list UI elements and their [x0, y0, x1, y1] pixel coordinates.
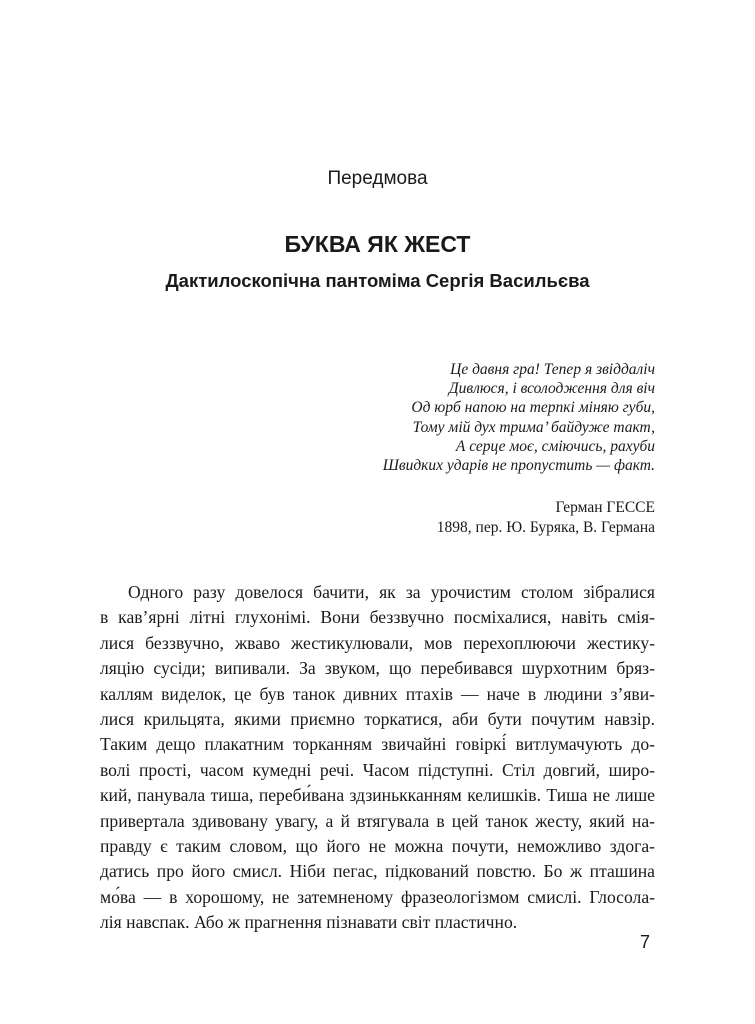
body-line: лися беззвучно, жваво жестикулювали, мов перехоплюючи жестику- [100, 632, 655, 653]
body-line: Таким дещо плакатним торканням звичайні говіркі́ витлумачують до- [100, 734, 655, 755]
poem-line: Дивлюся, і всолодження для віч [448, 380, 655, 398]
body-paragraph [100, 580, 655, 936]
chapter-title: БУКВА ЯК ЖЕСТ [284, 231, 471, 257]
poem-line: Од юрб напою на терпкі міняю губи, [411, 399, 655, 417]
body-line: волі прості, часом кумедні речі. Часом підступні. Стіл довгий, широ- [100, 759, 655, 780]
body-line: мо́ва — в хорошому, не затемненому фразеологізмом смислі. Глосола- [100, 886, 655, 907]
epigraph-source: 1898, пер. Ю. Буряка, В. Германа [436, 518, 655, 536]
body-line: каллям виделок, це був танок дивних птахів — наче в людини з’яви- [100, 683, 655, 704]
poem-line: Це давня гра! Тепер я звіддаліч [450, 361, 655, 378]
body-line: лися крильцята, якими приємно торкатися, аби бути почутим навзір. [100, 709, 655, 730]
body-line: лія навспак. Або ж прагнення пізнавати світ пластично. [100, 912, 518, 933]
body-line: Одного разу довелося бачити, як за урочистим столом зібралися [128, 582, 655, 602]
body-line: кий, панувала тиша, переби́вана здзинькканням келишків. Тиша не лише [100, 785, 655, 806]
poem-line: А серце моє, сміючись, рахуби [455, 437, 655, 455]
epigraph-poem [383, 360, 655, 475]
epigraph-attribution [437, 498, 655, 537]
body-line: привертала здивовану увагу, а й втягувала в цей танок жесту, який на- [100, 810, 655, 831]
page-number: 7 [640, 932, 651, 952]
body-line: правду є таким словом, що його не можна почути, неможливо здога- [100, 836, 655, 857]
poem-line: Тому мій дух трима’ байдуже такт, [412, 418, 655, 436]
body-line: датись про його смисл. Ніби пегас, підкований повстю. Бо ж пташина [100, 861, 655, 882]
body-line: в кав’ярні літні глухонімі. Вони беззвучно посміхалися, навіть смія- [100, 607, 655, 628]
chapter-subtitle: Дактилоскопічна пантоміма Сергія Васильєва [165, 270, 590, 291]
section-label: Передмова [327, 168, 428, 189]
poem-line: Швидких ударів не пропустить — факт. [382, 457, 655, 475]
body-line: ляцію сусіди; випивали. За звуком, що перебивався шурхотним бряз- [100, 658, 655, 679]
epigraph-author: Герман ГЕССЕ [555, 499, 655, 516]
